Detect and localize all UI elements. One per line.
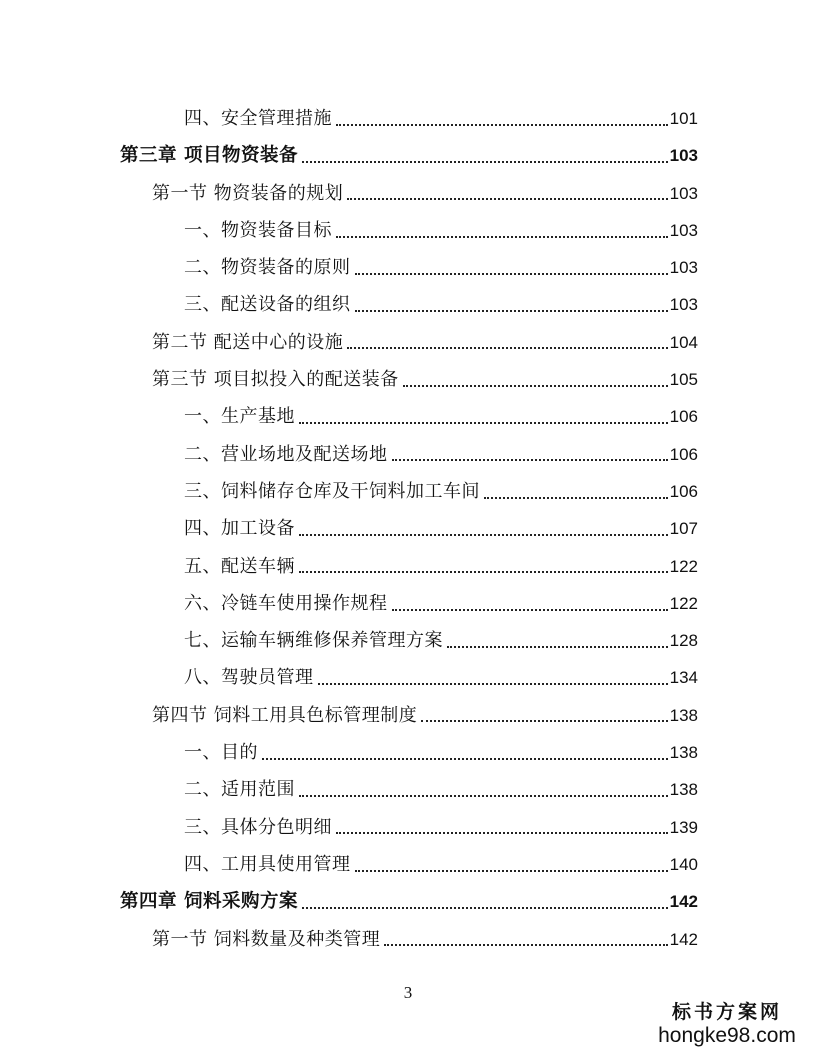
toc-entry-title: 四、加工设备 <box>184 518 295 540</box>
toc-entry[interactable] <box>120 324 698 361</box>
toc-dot-leader <box>262 758 668 760</box>
toc-entry-page: 106 <box>669 481 698 501</box>
toc-entry-title: 二、物资装备的原则 <box>184 257 351 279</box>
toc-entry-title: 二、适用范围 <box>184 779 295 801</box>
toc-entry-title: 第四节 饲料工用具色标管理制度 <box>152 704 418 726</box>
watermark-name: 标书方案网 <box>671 1002 782 1023</box>
toc-dot-leader <box>392 459 668 461</box>
toc-dot-leader <box>384 944 667 946</box>
toc-dot-leader <box>299 534 668 536</box>
toc-entry[interactable] <box>120 212 698 249</box>
toc-entry-title: 第二节 配送中心的设施 <box>152 331 344 353</box>
toc-entry-title: 一、物资装备目标 <box>184 219 332 241</box>
toc-entry-page: 139 <box>669 817 698 837</box>
toc-entry[interactable] <box>120 286 698 323</box>
toc-entry-page: 106 <box>669 407 698 427</box>
toc-entry[interactable] <box>120 137 698 174</box>
toc-entry[interactable] <box>120 734 698 771</box>
watermark-logo <box>652 997 802 1048</box>
toc-entry-page: 103 <box>669 183 698 203</box>
toc-dot-leader <box>299 571 668 573</box>
toc-dot-leader <box>355 870 668 872</box>
toc-entry-title: 三、饲料储存仓库及干饲料加工车间 <box>184 480 480 502</box>
toc-entry[interactable] <box>120 436 698 473</box>
toc-entry-page: 134 <box>669 668 698 688</box>
toc-entry[interactable] <box>120 921 698 958</box>
toc-entry-page: 138 <box>669 743 698 763</box>
toc-entry-page: 101 <box>669 109 698 128</box>
toc-entry-title: 四、工用具使用管理 <box>184 853 351 875</box>
toc-entry[interactable] <box>120 622 698 659</box>
toc-entry-page: 140 <box>669 854 698 874</box>
toc-entry[interactable] <box>120 548 698 585</box>
page-number: 3 <box>403 983 413 1002</box>
toc-entry-title: 第四章 饲料采购方案 <box>120 891 298 913</box>
toc-entry-title: 第一节 饲料数量及种类管理 <box>152 928 381 950</box>
toc-entry-page: 128 <box>669 631 698 651</box>
toc-dot-leader <box>336 236 668 238</box>
toc-entry-page: 103 <box>669 220 698 240</box>
table-of-contents <box>120 100 698 958</box>
toc-entry-title: 一、生产基地 <box>184 406 295 428</box>
toc-entry[interactable] <box>120 398 698 435</box>
toc-dot-leader <box>403 385 668 387</box>
toc-dot-leader <box>299 795 668 797</box>
toc-entry-page: 103 <box>669 295 698 315</box>
toc-dot-leader <box>347 198 667 200</box>
toc-entry-page: 122 <box>669 556 698 576</box>
toc-entry-page: 142 <box>669 929 698 949</box>
toc-entry[interactable] <box>120 659 698 696</box>
toc-entry-title: 第三节 项目拟投入的配送装备 <box>152 369 399 391</box>
toc-entry-page: 103 <box>669 258 698 278</box>
toc-dot-leader <box>421 720 667 722</box>
toc-entry-title: 七、运输车辆维修保养管理方案 <box>184 630 443 652</box>
toc-entry-title: 六、冷链车使用操作规程 <box>184 592 388 614</box>
toc-entry[interactable] <box>120 846 698 883</box>
toc-entry[interactable] <box>120 771 698 808</box>
toc-entry[interactable] <box>120 809 698 846</box>
toc-dot-leader <box>302 907 668 909</box>
toc-entry[interactable] <box>120 883 698 920</box>
toc-dot-leader <box>302 161 668 163</box>
toc-entry-title: 二、营业场地及配送场地 <box>184 443 388 465</box>
toc-entry-page: 103 <box>669 146 698 166</box>
toc-entry-page: 142 <box>669 892 698 912</box>
toc-dot-leader <box>336 832 668 834</box>
toc-entry[interactable] <box>120 249 698 286</box>
toc-dot-leader <box>355 310 668 312</box>
toc-entry-title: 第三章 项目物资装备 <box>120 145 298 167</box>
toc-entry-page: 104 <box>669 332 698 352</box>
watermark-url: hongke98.com <box>658 1024 796 1047</box>
toc-entry[interactable] <box>120 585 698 622</box>
toc-entry-title: 三、具体分色明细 <box>184 816 332 838</box>
toc-entry-page: 106 <box>669 444 698 464</box>
toc-entry[interactable] <box>120 175 698 212</box>
toc-entry-title: 第一节 物资装备的规划 <box>152 182 344 204</box>
toc-dot-leader <box>447 646 668 648</box>
toc-entry-title: 五、配送车辆 <box>184 555 295 577</box>
toc-entry[interactable] <box>120 510 698 547</box>
toc-dot-leader <box>336 124 668 126</box>
toc-entry-page: 138 <box>669 780 698 800</box>
toc-entry-page: 138 <box>669 705 698 725</box>
toc-entry[interactable] <box>120 100 698 137</box>
toc-entry[interactable] <box>120 697 698 734</box>
toc-dot-leader <box>484 497 668 499</box>
toc-dot-leader <box>355 273 668 275</box>
toc-entry-title: 一、目的 <box>184 742 258 764</box>
toc-dot-leader <box>392 609 668 611</box>
toc-entry-page: 105 <box>669 370 698 390</box>
toc-entry[interactable] <box>120 473 698 510</box>
toc-entry-title: 四、安全管理措施 <box>184 108 332 129</box>
toc-dot-leader <box>318 683 668 685</box>
toc-entry[interactable] <box>120 361 698 398</box>
toc-dot-leader <box>347 347 667 349</box>
toc-entry-title: 三、配送设备的组织 <box>184 294 351 316</box>
toc-entry-title: 八、驾驶员管理 <box>184 667 314 689</box>
toc-dot-leader <box>299 422 668 424</box>
toc-entry-page: 107 <box>669 519 698 539</box>
toc-entry-page: 122 <box>669 593 698 613</box>
